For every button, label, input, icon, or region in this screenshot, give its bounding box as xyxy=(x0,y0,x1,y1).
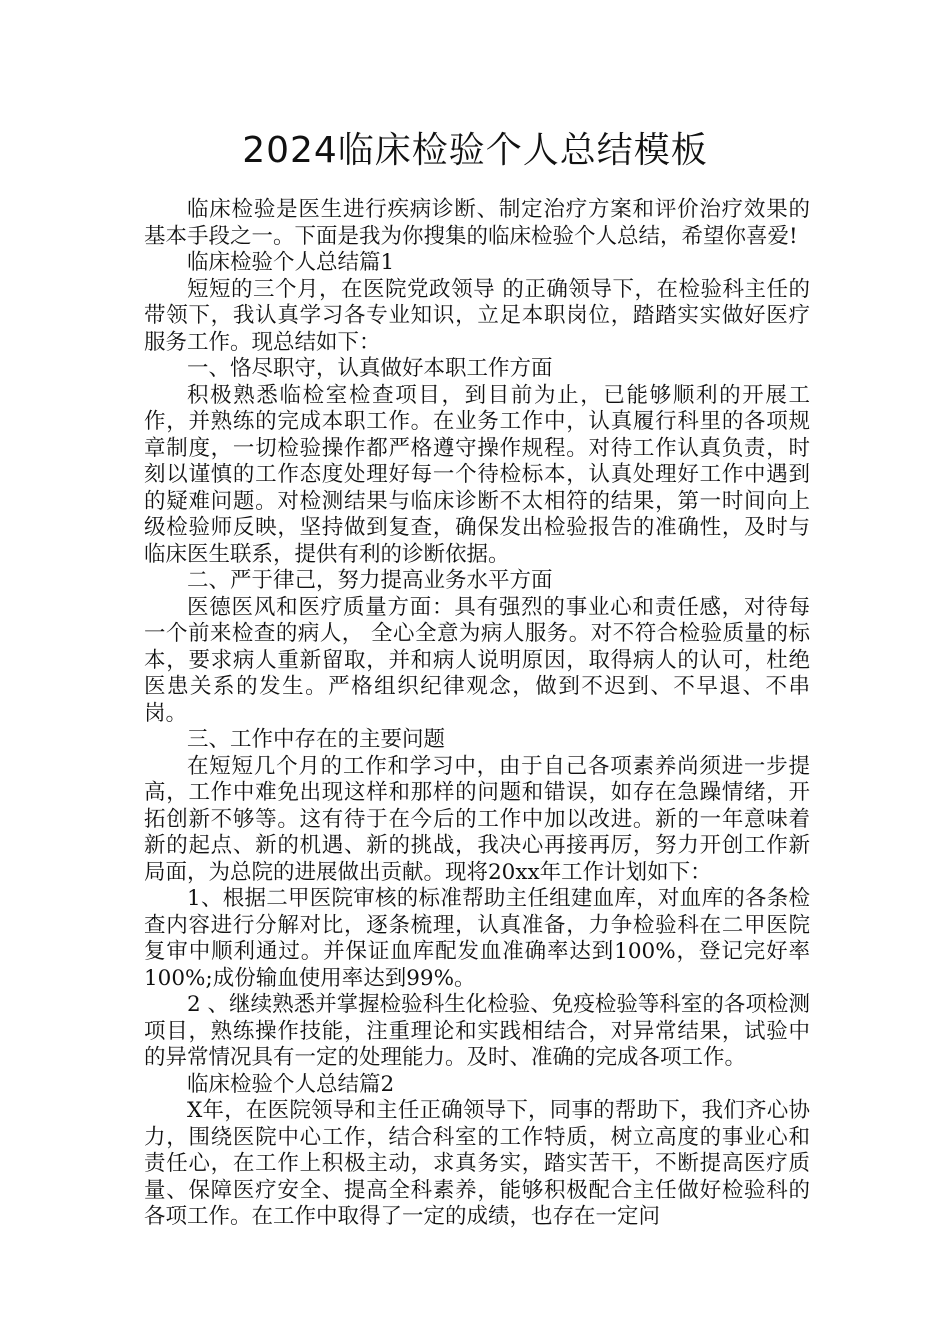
subheading: 三、工作中存在的主要问题 xyxy=(187,727,446,752)
paragraph: 在短短几个月的工作和学习中，由于自己各项素养尚须进一步提高，工作中难免出现这样和那样的问题和错误，如存在急躁情绪，开拓创新不够等。这有待于在今后的工作中加以改进。新的一年意味着新的起点、新的机遇、新的挑战，我决心再接再厉，努力开创工作新局面，为总院的进展做出贡献。现将20xx年工作计划如下： xyxy=(144,753,810,885)
subheading: 一、恪尽职守，认真做好本职工作方面 xyxy=(187,356,553,381)
paragraph-intro: 临床检验是医生进行疾病诊断、制定治疗方案和评价治疗效果的基本手段之一。下面是我为你搜集的临床检验个人总结，希望你喜爱! xyxy=(144,197,810,249)
paragraph: X年，在医院领导和主任正确领导下，同事的帮助下，我们齐心协力，围绕医院中心工作，结合科室的工作特质，树立高度的事业心和责任心，在工作上积极主动，求真务实，踏实苦干，不断提高医疗质量、保障医疗安全、提高全科素养，能够积极配合主任做好检验科的各项工作。在工作中取得了一定的成绩，也存在一定问 xyxy=(144,1098,810,1229)
document-body xyxy=(144,197,810,1231)
list-item: 2 、继续熟悉并掌握检验科生化检验、免疫检验等科室的各项检测项目，熟练操作技能，注重理论和实践相结合，对异常结果，试验中的异常情况具有一定的处理能力。及时、准确的完成各项工作。 xyxy=(144,992,810,1070)
paragraph: 短短的三个月，在医院党政领导 的正确领导下，在检验科主任的带领下，我认真学习各专业知识，立足本职岗位，踏踏实实做好医疗服务工作。现总结如下： xyxy=(144,276,810,355)
subheading: 二、严于律己，努力提高业务水平方面 xyxy=(187,568,553,593)
paragraph: 医德医风和医疗质量方面：具有强烈的事业心和责任感，对待每一个前来检查的病人， 全心全意为病人服务。对不符合检验质量的标本，要求病人重新留取，并和病人说明原因，取得病人的认可，杜绝医患关系的发生。严格组织纪律观念，做到不迟到、不早退、不串岗。 xyxy=(144,594,810,726)
section-heading-1: 临床检验个人总结篇1 xyxy=(187,250,395,275)
document-title: 2024临床检验个人总结模板 xyxy=(242,130,708,171)
section-heading-2: 临床检验个人总结篇2 xyxy=(187,1071,395,1097)
list-item: 1、根据二甲医院审核的标准帮助主任组建血库，对血库的各条检查内容进行分解对比，逐条梳理，认真准备，力争检验科在二甲医院复审中顺利通过。并保证血库配发血准确率达到100%，登记完好率100%;成份输血使用率达到99%。 xyxy=(144,886,810,991)
paragraph: 积极熟悉临检室检查项目，到目前为止，已能够顺利的开展工作，并熟练的完成本职工作。在业务工作中，认真履行科里的各项规章制度，一切检验操作都严格遵守操作规程。对待工作认真负责，时刻以谨慎的工作态度处理好每一个待检标本，认真处理好工作中遇到的疑难问题。对检测结果与临床诊断不太相符的结果，第一时间向上级检验师反映，坚持做到复查，确保发出检验报告的准确性，及时与临床医生联系，提供有利的诊断依据。 xyxy=(144,382,810,567)
